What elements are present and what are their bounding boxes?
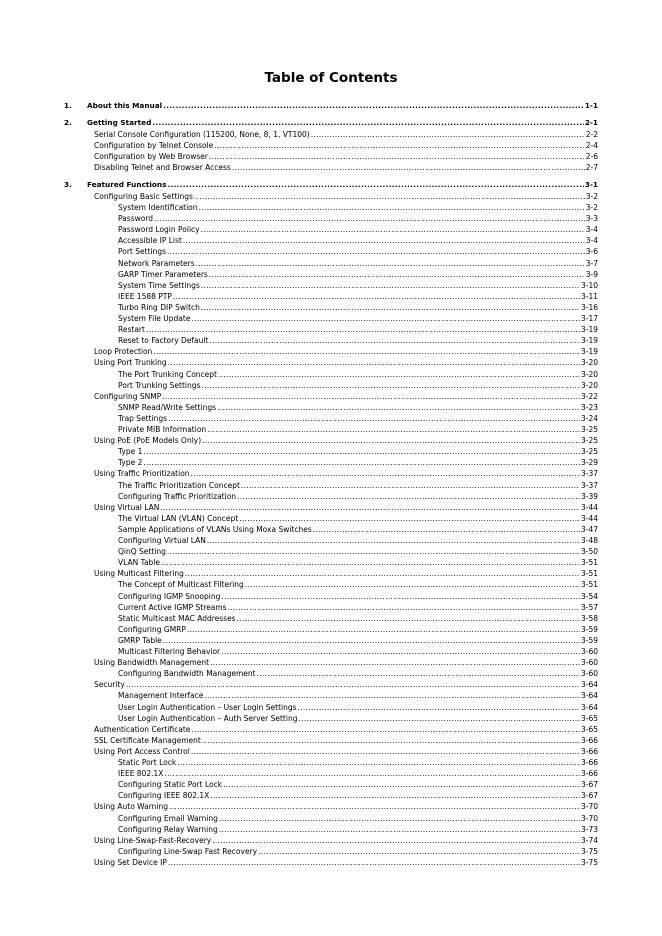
page-number: 3-20 [580,369,598,379]
entry-title: Using Auto Warning [94,802,169,812]
entry-title: Configuring Traffic Prioritization [118,491,237,501]
page-number: 3-20 [580,358,598,368]
dot-leader [194,191,585,202]
dot-leader [209,151,585,162]
toc-section[interactable] [94,679,598,690]
entry-title: Static Port Lock [118,758,177,767]
toc-subsection[interactable] [118,535,598,546]
entry-title: Configuring Line-Swap Fast Recovery [118,846,258,856]
dot-leader [207,424,580,435]
entry-title: Password [118,214,154,224]
dot-leader [201,224,585,235]
dot-leader [219,824,580,835]
toc-subsection[interactable] [118,202,598,213]
entry-title: Type 1 [118,447,143,457]
dot-leader [183,235,585,246]
toc-section[interactable] [94,435,598,446]
entry-title: IEEE 802.1X [118,769,164,779]
entry-title: Configuring IEEE 802.1X [118,791,210,801]
toc-section[interactable] [94,468,598,479]
entry-title: System File Update [118,314,191,323]
page-number: 3-4 [585,225,598,235]
entry-title: GMRP Table [118,635,162,645]
entry-title: Using Port Trunking [94,358,167,368]
toc-subsection[interactable] [118,668,598,679]
dot-leader [214,140,584,151]
dot-leader [239,513,580,524]
toc-section[interactable] [94,357,598,368]
entry-title: Network Parameters [118,258,195,268]
dot-leader [237,613,580,624]
entry-title: Port Trunking Settings [118,380,201,390]
page-number: 3-66 [580,735,598,745]
entry-title: Sample Applications of VLANs Using Moxa Switches [118,524,312,534]
toc-subsection[interactable] [118,302,598,313]
page-number: 3-60 [580,647,598,656]
dot-leader [210,657,580,668]
dot-leader [223,779,580,790]
page-number: 3-67 [580,791,598,801]
toc-chapter[interactable] [87,179,598,190]
entry-title: Security [94,680,125,690]
page-number: 3-60 [580,669,598,679]
page-number: 3-4 [585,236,598,246]
entry-title: Static Multicast MAC Addresses [118,613,236,623]
toc-subsection[interactable] [118,246,598,257]
dot-leader [199,202,585,213]
page-number: 3-74 [580,835,598,845]
page-number: 3-2 [585,191,598,201]
dot-leader [191,746,580,757]
toc-subsection[interactable] [118,280,598,291]
entry-title: Reset to Factory Default [118,336,209,346]
chapter-number: 3. [64,180,72,189]
dot-leader [209,269,585,280]
page-number: 3-29 [580,458,598,468]
entry-title: Configuring Relay Warning [118,824,218,834]
chapter-number: 2. [64,118,72,127]
entry-title: The Traffic Prioritization Concept [118,480,240,490]
entry-title: Configuring Bandwidth Management [118,669,256,679]
page-number: 3-67 [580,780,598,790]
toc-subsection[interactable] [118,235,598,246]
page-number: 3-25 [580,436,598,446]
dot-leader [191,313,580,324]
toc-subsection[interactable] [118,369,598,380]
page-number: 2-2 [585,129,598,139]
page-number: 3-9 [585,269,598,279]
toc-subsection[interactable] [118,779,598,790]
toc-section[interactable] [94,151,598,162]
toc-subsection[interactable] [118,402,598,413]
toc-subsection[interactable] [118,480,598,491]
toc-subsection[interactable] [118,513,598,524]
toc-section[interactable] [94,835,598,846]
entry-title: Configuring Basic Settings [94,191,193,201]
toc-subsection[interactable] [118,291,598,302]
page-number: 3-54 [580,591,598,601]
dot-leader [201,302,580,313]
toc-subsection[interactable] [118,213,598,224]
toc-subsection[interactable] [118,269,598,280]
page-number: 3-1 [584,180,598,189]
dot-leader [217,402,580,413]
toc-subsection[interactable] [118,702,598,713]
dot-leader [245,579,580,590]
entry-title: Using Traffic Prioritization [94,469,190,479]
page-number: 3-51 [580,558,598,568]
entry-title: Using Port Access Control [94,746,190,756]
dot-leader [258,846,580,857]
toc-subsection[interactable] [118,546,598,557]
page-title: Table of Contents [264,70,398,86]
dot-leader [191,724,580,735]
dot-leader [153,346,580,357]
page-number: 3-6 [585,247,598,257]
toc-subsection[interactable] [118,824,598,835]
entry-title: Configuring GMRP [118,624,186,634]
entry-title: System Identification [118,203,198,212]
toc-section[interactable] [94,346,598,357]
dot-leader [313,524,580,535]
dot-leader [154,213,585,224]
entry-title: Current Active IGMP Streams [118,602,227,612]
toc-subsection[interactable] [118,446,598,457]
page-number: 3-70 [580,802,598,812]
entry-title: Authentication Certificate [94,724,191,734]
page-number: 1-1 [584,101,598,110]
dot-leader [161,557,580,568]
dot-leader [162,391,580,402]
dot-leader [169,801,580,812]
toc-section[interactable] [94,129,598,140]
entry-title: System Time Settings [118,280,200,290]
dot-leader [164,768,580,779]
toc-subsection[interactable] [118,624,598,635]
toc-subsection[interactable] [118,579,598,590]
dot-leader [185,568,580,579]
dot-leader [221,646,580,657]
chapter-title: Getting Started [87,118,152,127]
entry-title: QinQ Setting [118,547,166,557]
entry-title: Configuring Static Port Lock [118,780,223,790]
page-number: 3-64 [580,691,598,701]
entry-title: SNMP Read/Write Settings [118,402,217,412]
dot-leader [232,162,585,173]
toc-subsection[interactable] [118,690,598,701]
entry-title: Using Bandwidth Management [94,658,210,668]
dot-leader [212,835,580,846]
toc-section[interactable] [94,801,598,812]
toc-section[interactable] [94,735,598,746]
dot-leader [168,413,580,424]
toc-section[interactable] [94,724,598,735]
entry-title: IEEE 1588 PTP [118,291,172,301]
page-number: 3-2 [585,203,598,212]
page-number: 3-39 [580,491,598,501]
toc-subsection[interactable] [118,524,598,535]
toc-subsection[interactable] [118,790,598,801]
entry-title: User Login Authentication – User Login Settings [118,702,297,712]
entry-title: User Login Authentication – Auth Server Setting [118,713,298,723]
dot-leader [202,735,580,746]
dot-leader [237,491,580,502]
entry-title: Configuring Email Warning [118,813,218,823]
toc-subsection[interactable] [118,602,598,613]
dot-leader [311,129,585,140]
page-number: 3-65 [580,724,598,734]
entry-title: Trap Settings [118,413,168,423]
toc-subsection[interactable] [118,424,598,435]
page-number: 3-23 [580,402,598,412]
entry-title: Port Settings [118,247,167,257]
page-number: 3-19 [580,336,598,346]
dot-leader [209,335,580,346]
toc-subsection[interactable] [118,613,598,624]
page-number: 3-16 [580,302,598,312]
entry-title: Configuring Virtual LAN [118,536,206,545]
page-number: 3-37 [580,480,598,490]
page-number: 3-48 [580,536,598,545]
dot-leader [241,480,580,491]
dot-leader [298,713,580,724]
toc-chapter[interactable] [87,117,598,128]
page-number: 3-64 [580,702,598,712]
dot-leader [160,502,580,513]
dot-leader [219,813,580,824]
page-number: 3-25 [580,425,598,434]
entry-title: Configuration by Web Browser [94,152,208,162]
toc-section[interactable] [94,191,598,202]
toc-section[interactable] [94,657,598,668]
toc-subsection[interactable] [118,757,598,768]
toc-chapter[interactable] [87,100,598,111]
dot-leader [177,757,580,768]
toc-section[interactable] [94,568,598,579]
page-number: 3-66 [580,758,598,767]
page-number: 3-59 [580,635,598,645]
dot-leader [207,535,580,546]
entry-title: Disabling Telnet and Browser Access [94,163,231,173]
page-number: 3-75 [580,846,598,856]
page-number: 3-22 [580,391,598,401]
dot-leader [152,117,584,128]
dot-leader [191,468,580,479]
chapter-title: About this Manual [87,101,163,110]
dot-leader [221,591,580,602]
entry-title: SSL Certificate Management [94,735,201,745]
dot-leader [204,690,580,701]
toc-subsection[interactable] [118,713,598,724]
entry-title: Using Multicast Filtering [94,569,184,579]
chapter-title: Featured Functions [87,180,167,189]
entry-title: Private MIB Information [118,425,207,434]
dot-leader [168,357,580,368]
toc-section[interactable] [94,391,598,402]
page-number: 3-70 [580,813,598,823]
page-number: 3-59 [580,624,598,634]
dot-leader [201,280,580,291]
toc-subsection[interactable] [118,457,598,468]
dot-leader [146,324,580,335]
dot-leader [173,291,580,302]
entry-title: Loop Protection [94,347,153,357]
page-number: 2-7 [585,163,598,173]
toc-subsection[interactable] [118,413,598,424]
page-number: 2-6 [585,152,598,162]
entry-title: Using Line-Swap-Fast-Recovery [94,835,212,845]
entry-title: Multicast Filtering Behavior [118,647,221,656]
page-number: 3-66 [580,746,598,756]
page-number: 3-37 [580,469,598,479]
toc-subsection[interactable] [118,768,598,779]
dot-leader [163,100,584,111]
toc-subsection[interactable] [118,335,598,346]
entry-title: Turbo Ring DIP Switch [118,302,200,312]
dot-leader [228,602,580,613]
toc-section[interactable] [94,140,598,151]
page-number: 3-66 [580,769,598,779]
dot-leader [143,457,580,468]
page-number: 3-24 [580,413,598,423]
toc-subsection[interactable] [118,591,598,602]
dot-leader [218,369,580,380]
page-number: 3-19 [580,347,598,357]
page-number: 3-51 [580,569,598,579]
toc-subsection[interactable] [118,258,598,269]
page-number: 2-4 [585,141,598,150]
dot-leader [257,668,580,679]
dot-leader [196,258,585,269]
page-number: 3-75 [580,857,598,867]
entry-title: VLAN Table [118,558,161,568]
toc-subsection[interactable] [118,646,598,657]
dot-leader [298,702,580,713]
toc-section[interactable] [94,746,598,757]
entry-title: Password Login Policy [118,225,200,235]
dot-leader [143,446,580,457]
toc-section[interactable] [94,857,598,868]
page-number: 3-19 [580,325,598,335]
page-number: 2-1 [584,118,598,127]
page-number: 3-11 [580,291,598,301]
toc-subsection[interactable] [118,846,598,857]
entry-title: Configuration by Telnet Console [94,141,214,150]
entry-title: Serial Console Configuration (115200, None, 8, 1, VT100) [94,129,310,139]
dot-leader [201,380,580,391]
entry-title: The Concept of Multicast Filtering [118,580,244,590]
dot-leader [167,246,585,257]
entry-title: GARP Timer Parameters [118,269,208,279]
page-number: 3-64 [580,680,598,690]
page-number: 3-7 [585,258,598,268]
chapter-number: 1. [64,101,72,110]
dot-leader [163,635,580,646]
page-number: 3-3 [585,214,598,224]
page-number: 3-60 [580,658,598,668]
entry-title: Accessible IP List [118,236,182,246]
toc-subsection[interactable] [118,324,598,335]
page-number: 3-65 [580,713,598,723]
entry-title: The Port Trunking Concept [118,369,217,379]
toc-subsection[interactable] [118,813,598,824]
page-number: 3-57 [580,602,598,612]
page-number: 3-73 [580,824,598,834]
entry-title: Configuring IGMP Snooping [118,591,221,601]
page-number: 3-20 [580,380,598,390]
dot-leader [167,546,580,557]
toc-section[interactable] [94,502,598,513]
dot-leader [167,179,583,190]
dot-leader [168,857,580,868]
toc-subsection[interactable] [118,380,598,391]
page-number: 3-44 [580,502,598,512]
entry-title: The Virtual LAN (VLAN) Concept [118,513,239,523]
dot-leader [210,790,580,801]
entry-title: Using Virtual LAN [94,502,160,512]
toc-subsection[interactable] [118,491,598,502]
toc-subsection[interactable] [118,557,598,568]
page-number: 3-58 [580,613,598,623]
page-number: 3-50 [580,547,598,557]
dot-leader [202,435,580,446]
toc-section[interactable] [94,162,598,173]
page-number: 3-47 [580,524,598,534]
page-number: 3-17 [580,314,598,323]
entry-title: Using PoE (PoE Models Only) [94,436,202,446]
entry-title: Management Interface [118,691,204,701]
toc-subsection[interactable] [118,224,598,235]
page-number: 3-51 [580,580,598,590]
toc-subsection[interactable] [118,313,598,324]
entry-title: Using Set Device IP [94,857,167,867]
dot-leader [187,624,580,635]
entry-title: Configuring SNMP [94,391,162,401]
page-number: 3-10 [580,280,598,290]
page-number: 3-25 [580,447,598,457]
dot-leader [126,679,580,690]
page-number: 3-44 [580,513,598,523]
entry-title: Type 2 [118,458,143,468]
toc-subsection[interactable] [118,635,598,646]
entry-title: Restart [118,325,145,335]
